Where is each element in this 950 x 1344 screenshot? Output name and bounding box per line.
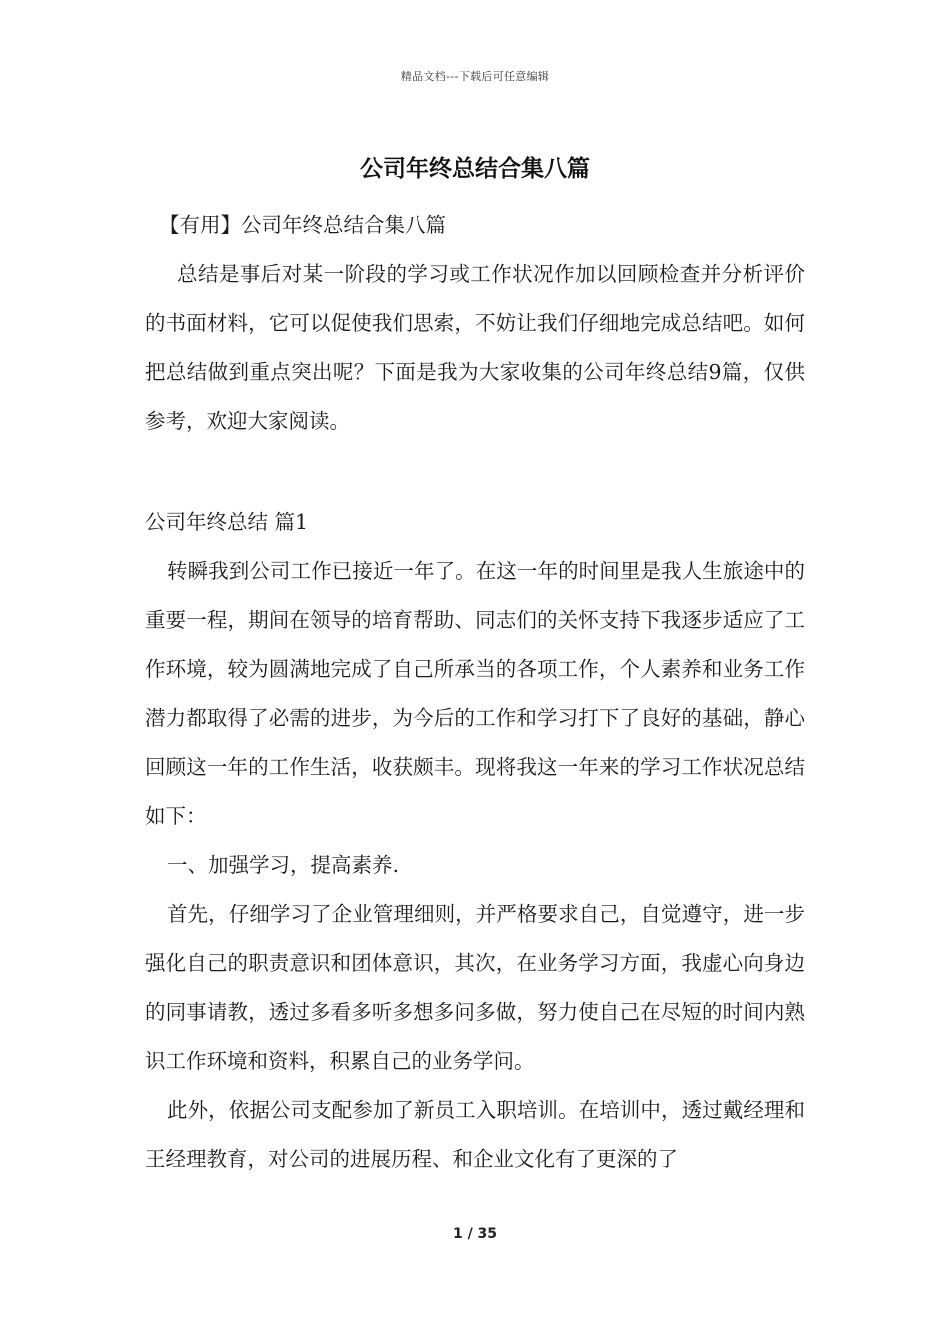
body-paragraph: 转瞬我到公司工作已接近一年了。在这一年的时间里是我人生旅途中的重要一程，期间在领导的培育帮助、同志们的关怀支持下我逐步适应了工作环境，较为圆满地完成了自己所承当的各项工作，个人素养和业务工作潜力都取得了必需的进步，为今后的工作和学习打下了良好的基础，静心回顾这一年的工作生活，收获颇丰。现将我这一年来的学习工作状况总结如下：	[145, 559, 805, 828]
page-number: 1 / 35	[452, 1226, 498, 1242]
header-note: 精品文档---下载后可任意编辑	[400, 70, 550, 83]
section-heading: 公司年终总结 篇1	[145, 510, 309, 534]
body-paragraph: 此外，依据公司支配参加了新员工入职培训。在培训中，透过戴经理和王经理教育，对公司的进展历程、和企业文化有了更深的了	[145, 1098, 805, 1171]
body-paragraph: 首先，仔细学习了企业管理细则，并严格要求自己，自觉遵守，进一步强化自己的职责意识和团体意识，其次，在业务学习方面，我虚心向身边的同事请教，透过多看多听多想多问多做，努力使自己在尽短的时间内熟识工作环境和资料，积累自己的业务学问。	[145, 902, 805, 1073]
spacer	[145, 446, 805, 498]
document-title: 公司年终总结合集八篇	[360, 156, 590, 182]
body-paragraph-heading: 一、加强学习，提高素养.	[167, 853, 400, 877]
intro-paragraph: 总结是事后对某一阶段的学习或工作状况作加以回顾检查并分析评价的书面材料，它可以促使我们思索，不妨让我们仔细地完成总结吧。如何把总结做到重点突出呢？下面是我为大家收集的公司年终总结9篇，仅供参考，欢迎大家阅读。	[145, 262, 805, 433]
document-subtitle: 【有用】公司年终总结合集八篇	[159, 213, 446, 237]
document-body	[145, 201, 805, 1184]
